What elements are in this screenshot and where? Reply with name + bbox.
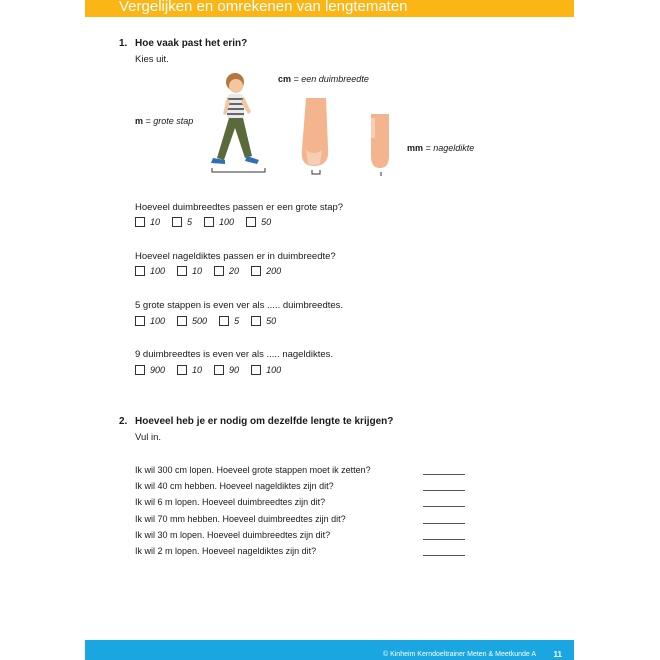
checkbox-icon[interactable] — [251, 316, 261, 326]
checkbox-icon[interactable] — [177, 266, 187, 276]
answer-blank[interactable] — [423, 465, 465, 475]
option-checkbox[interactable]: 100 — [204, 217, 234, 227]
walking-boy-illustration — [205, 72, 275, 180]
checkbox-icon[interactable] — [251, 365, 261, 375]
checkbox-icon[interactable] — [177, 316, 187, 326]
q2-row: Ik wil 6 m lopen. Hoeveel duimbreedtes zijn dit? — [135, 497, 465, 507]
option-checkbox[interactable]: 900 — [135, 365, 165, 375]
answer-blank[interactable] — [423, 481, 465, 491]
label-m: m = grote stap — [135, 116, 194, 126]
q2-row: Ik wil 2 m lopen. Hoeveel nageldiktes zijn dit? — [135, 546, 465, 556]
checkbox-icon[interactable] — [135, 365, 145, 375]
option-checkbox[interactable]: 50 — [251, 316, 276, 326]
option-checkbox[interactable]: 10 — [177, 365, 202, 375]
checkbox-icon[interactable] — [214, 365, 224, 375]
q1-instruction: Kies uit. — [135, 54, 169, 65]
checkbox-icon[interactable] — [135, 266, 145, 276]
checkbox-icon[interactable] — [246, 217, 256, 227]
q1-options-4 — [135, 365, 281, 375]
q1-options-2 — [135, 266, 281, 276]
q2-title: Hoeveel heb je er nodig om dezelfde lengte te krijgen? — [135, 416, 394, 427]
checkbox-icon[interactable] — [135, 316, 145, 326]
option-checkbox[interactable]: 5 — [219, 316, 239, 326]
option-checkbox[interactable]: 20 — [214, 266, 239, 276]
checkbox-icon[interactable] — [135, 217, 145, 227]
thumb-width-illustration — [298, 98, 332, 178]
checkbox-icon[interactable] — [204, 217, 214, 227]
q1-options-1 — [135, 217, 271, 227]
option-checkbox[interactable]: 100 — [251, 365, 281, 375]
answer-blank[interactable] — [423, 530, 465, 540]
q2-number: 2. — [119, 416, 128, 427]
q1-number: 1. — [119, 38, 128, 49]
checkbox-icon[interactable] — [219, 316, 229, 326]
q1-question-2: Hoeveel nageldiktes passen er in duimbreedte? — [135, 251, 336, 262]
checkbox-icon[interactable] — [177, 365, 187, 375]
page-number: 11 — [553, 650, 562, 659]
q1-options-3 — [135, 316, 276, 326]
q1-question-4: 9 duimbreedtes is even ver als ..... nageldiktes. — [135, 349, 334, 360]
checkbox-icon[interactable] — [251, 266, 261, 276]
answer-blank[interactable] — [423, 497, 465, 507]
q2-row: Ik wil 30 m lopen. Hoeveel duimbreedtes zijn dit? — [135, 530, 465, 540]
option-checkbox[interactable]: 90 — [214, 365, 239, 375]
answer-blank[interactable] — [423, 514, 465, 524]
option-checkbox[interactable]: 100 — [135, 316, 165, 326]
option-checkbox[interactable]: 100 — [135, 266, 165, 276]
q2-instruction: Vul in. — [135, 432, 162, 443]
option-checkbox[interactable]: 200 — [251, 266, 281, 276]
checkbox-icon[interactable] — [214, 266, 224, 276]
label-cm: cm = een duimbreedte — [278, 74, 369, 84]
q1-question-1: Hoeveel duimbreedtes passen er een grote stap? — [135, 202, 344, 213]
worksheet-page — [85, 0, 574, 660]
label-mm: mm = nageldikte — [407, 143, 475, 153]
page-title: Vergelijken en omrekenen van lengtematen — [119, 0, 408, 15]
q1-question-3: 5 grote stappen is even ver als ..... duimbreedtes. — [135, 300, 344, 311]
q2-row: Ik wil 300 cm lopen. Hoeveel grote stappen moet ik zetten? — [135, 465, 465, 475]
option-checkbox[interactable]: 10 — [177, 266, 202, 276]
option-checkbox[interactable]: 50 — [246, 217, 271, 227]
footer-bar — [85, 640, 574, 660]
answer-blank[interactable] — [423, 546, 465, 556]
fingernail-illustration — [367, 114, 393, 180]
option-checkbox[interactable]: 5 — [172, 217, 192, 227]
header-bar — [85, 0, 574, 17]
option-checkbox[interactable]: 500 — [177, 316, 207, 326]
checkbox-icon[interactable] — [172, 217, 182, 227]
q1-title: Hoe vaak past het erin? — [135, 38, 248, 49]
q2-row: Ik wil 40 cm hebben. Hoeveel nageldiktes zijn dit? — [135, 481, 465, 491]
option-checkbox[interactable]: 10 — [135, 217, 160, 227]
q2-row: Ik wil 70 mm hebben. Hoeveel duimbreedtes zijn dit? — [135, 514, 465, 524]
footer-copyright: © Kinheim Kerndoeltrainer Meten & Meetkunde A — [382, 651, 536, 658]
